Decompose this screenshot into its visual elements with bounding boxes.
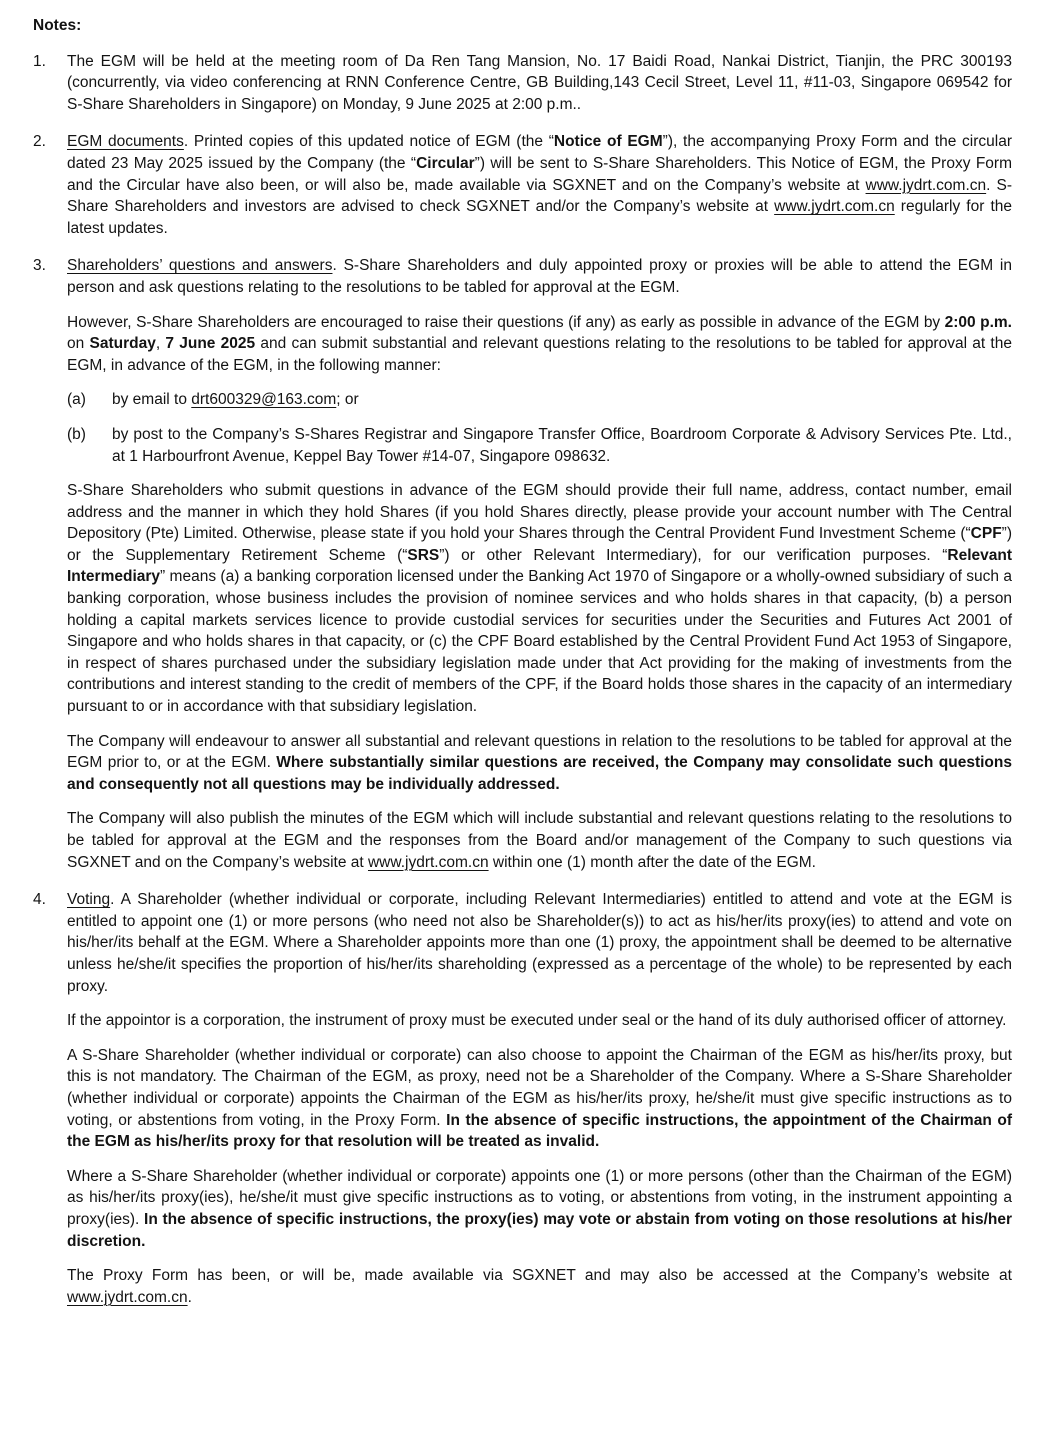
underlined-term: EGM documents xyxy=(67,133,184,151)
bold-text: SRS xyxy=(407,546,440,564)
bold-text: 2:00 p.m. xyxy=(944,313,1012,331)
text-run: ”) or other Relevant Intermediary), for our verification purposes. “ xyxy=(439,546,948,564)
text-run: by email to xyxy=(112,391,192,409)
link-text[interactable]: www.jydrt.com.cn xyxy=(367,853,489,871)
note-body xyxy=(67,255,1012,886)
bold-text: Notice of EGM xyxy=(553,133,663,151)
bold-text: Relevant Intermediary xyxy=(67,546,1012,586)
bold-text: Where substantially similar questions are received, the Company may consolidate such questions and consequently not all questions may be individually addressed. xyxy=(67,754,1012,793)
text-run: within one (1) month after the date of the EGM. xyxy=(488,853,816,871)
text-run: . S-Share Shareholders and duly appointed proxy or proxies will be able to attend the EGM in person and ask questions relating to the resolutions to be tabled for approval at the EGM. xyxy=(67,257,1012,296)
paragraph xyxy=(67,131,1012,239)
paragraph xyxy=(67,1166,1012,1252)
note-number: 2. xyxy=(33,133,46,151)
paragraph xyxy=(67,1010,1012,1032)
paragraph xyxy=(67,312,1012,377)
text-run: . A Shareholder (whether individual or corporate, including Relevant Intermediaries) entitled to attend and vote at the EGM is entitled to appoint one (1) or more persons (who need not also be Shareholder(s)) to act as his/her/its proxy(ies) to attend and vote on his/her/its behalf at the EGM. Where a Shareholder appoints more than one (1) proxy, the appointment shall be deemed to be alternative unless he/she/it specifies the proportion of his/her/its shareholding (expressed as a percentage of the whole) to be represented by each proxy. xyxy=(67,891,1012,995)
text-run: ; or xyxy=(336,391,359,409)
text-run: If the appointor is a corporation, the instrument of proxy must be executed under seal or the hand of its duly authorised officer of attorney. xyxy=(67,1012,1007,1030)
link-text[interactable]: www.jydrt.com.cn xyxy=(774,198,895,216)
text-run: . Printed copies of this updated notice of EGM (the “ xyxy=(183,133,554,151)
link-text[interactable]: drt600329@163.com xyxy=(191,391,337,409)
paragraph xyxy=(67,731,1012,796)
text-run: ”) or the Supplementary Retirement Scheme (“ xyxy=(67,525,1012,564)
sub-item-marker: (a) xyxy=(67,391,86,409)
note-body xyxy=(67,131,1012,252)
link-text[interactable]: www.jydrt.com.cn xyxy=(67,1288,188,1306)
note-body xyxy=(67,889,1012,1321)
text-run: , xyxy=(155,335,166,353)
sub-item xyxy=(67,389,1012,411)
bold-text: In the absence of specific instructions, the proxy(ies) may vote or abstain from voting on those resolutions at his/her discretion. xyxy=(67,1210,1013,1250)
paragraph xyxy=(67,808,1012,873)
text-run: A S-Share Shareholder (whether individual or corporate) can also choose to appoint the Chairman of the EGM as his/her/its proxy, but this is not mandatory. The Chairman of the EGM, as proxy, need not be a Shareholder of the Company. Where a S-Share Shareholder (whether individual or corporate) appoints the Chairman of the EGM as his/her/its proxy, he/she/it must give specific instructions as to voting, or abstentions from voting, in the Proxy Form. xyxy=(67,1046,1012,1129)
note-number: 1. xyxy=(33,52,46,70)
text-run: The EGM will be held at the meeting room of Da Ren Tang Mansion, No. 17 Baidi Road, Nankai District, Tianjin, the PRC 300193 (concurrently, via video conferencing at RNN Conference Centre, GB Building,143 Cecil Street, Level 11, #11-03, Singapore 069542 for S-Share Shareholders in Singapore) on Monday, 9 June 2025 at 2:00 p.m.. xyxy=(67,52,1012,113)
bold-text: Saturday xyxy=(89,335,156,353)
bold-text: CPF xyxy=(970,525,1002,543)
paragraph xyxy=(67,480,1012,718)
notes-list xyxy=(33,51,1012,1322)
note-number: 4. xyxy=(33,891,46,909)
sub-item-marker: (b) xyxy=(67,425,86,443)
note-item-3 xyxy=(33,255,1012,886)
paragraph xyxy=(67,1045,1012,1153)
text-run: The Company will endeavour to answer all substantial and relevant questions in relation to the resolutions to be tabled for approval at the EGM prior to, or at the EGM. xyxy=(67,732,1012,772)
text-run: ”) will be sent to S-Share Shareholders. This Notice of EGM, the Proxy Form and the Circular have also been, or will also be, made available via SGXNET and on the Company’s website at xyxy=(67,154,1012,194)
note-item-2 xyxy=(33,131,1012,252)
text-run: by post to the Company’s S-Shares Registrar and Singapore Transfer Office, Boardroom Corporate & Advisory Services Pte. Ltd., at 1 Harbourfront Avenue, Keppel Bay Tower #14-07, Singapore 098632. xyxy=(112,425,1012,465)
note-number: 3. xyxy=(33,257,46,275)
link-text[interactable]: www.jydrt.com.cn xyxy=(865,176,987,194)
text-run: ” means (a) a banking corporation licensed under the Banking Act 1970 of Singapore or a wholly-owned subsidiary of such a banking corporation, whose business includes the provision of nominee services and who holds shares in that capacity, (b) a person holding a capital markets services licence to provide custodial services for securities under the Securities and Futures Act 2001 of Singapore and who holds shares in that capacity, or (c) the CPF Board established by the Central Provident Fund Act 1953 of Singapore, in respect of shares purchased under the subsidiary legislation made under that Act providing for the making of investments from the contributions and interest standing to the credit of members of the CPF, if the Board holds those shares in the capacity of an intermediary pursuant to or in accordance with that subsidiary legislation. xyxy=(67,568,1012,716)
paragraph xyxy=(67,255,1012,298)
sub-item-text xyxy=(112,424,1012,467)
text-run: Where a S-Share Shareholder (whether individual or corporate) appoints one (1) or more persons (other than the Chairman of the EGM) as his/her/its proxy(ies), he/she/it must give specific instructions as to voting, or abstentions from voting, in the instrument appointing a proxy(ies). xyxy=(67,1167,1012,1228)
note-item-1 xyxy=(33,51,1012,129)
text-run: The Company will also publish the minutes of the EGM which will include substantial and relevant questions relating to the resolutions to be tabled for approval at the EGM and the responses from the Board and/or management of the Company to such questions via SGXNET and on the Company’s website at xyxy=(67,810,1012,871)
paragraph xyxy=(67,889,1012,997)
bold-text: 7 June 2025 xyxy=(165,335,256,353)
text-run: regularly for the latest updates. xyxy=(67,198,1012,237)
text-run: . xyxy=(187,1288,192,1306)
paragraph xyxy=(67,1265,1012,1308)
text-run: S-Share Shareholders who submit questions in advance of the EGM should provide their full name, address, contact number, email address and the manner in which they hold Shares (if you hold Shares directly, please provide your account number with The Central Depository (Pte) Limited. Otherwise, please state if you hold your Shares through the Central Provident Fund Investment Scheme (“ xyxy=(67,482,1012,543)
text-run: ”), the accompanying Proxy Form and the circular dated 23 May 2025 issued by the Company (the “ xyxy=(67,133,1013,172)
bold-text: Circular xyxy=(416,154,475,172)
text-run: on xyxy=(67,335,90,353)
sub-item-text xyxy=(112,389,1012,411)
note-body xyxy=(67,51,1012,129)
bold-text: In the absence of specific instructions, the appointment of the Chairman of the EGM as his/her/its proxy for that resolution will be treated as invalid. xyxy=(67,1111,1012,1151)
underlined-term: Voting xyxy=(67,891,111,909)
paragraph xyxy=(67,51,1012,116)
underlined-term: Shareholders’ questions and answers xyxy=(67,257,333,275)
notes-heading: Notes: xyxy=(33,17,82,34)
text-run: However, S-Share Shareholders are encouraged to raise their questions (if any) as early as possible in advance of the EGM by xyxy=(67,313,945,331)
sub-item xyxy=(67,424,1012,467)
text-run: The Proxy Form has been, or will be, made available via SGXNET and may also be accessed at the Company’s website at xyxy=(67,1267,1012,1285)
note-item-4 xyxy=(33,889,1012,1321)
text-run: and can submit substantial and relevant questions relating to the resolutions to be tabled for approval at the EGM, in advance of the EGM, in the following manner: xyxy=(67,335,1012,374)
text-run: . S-Share Shareholders and investors are advised to check SGXNET and/or the Company’s website at xyxy=(67,176,1012,216)
